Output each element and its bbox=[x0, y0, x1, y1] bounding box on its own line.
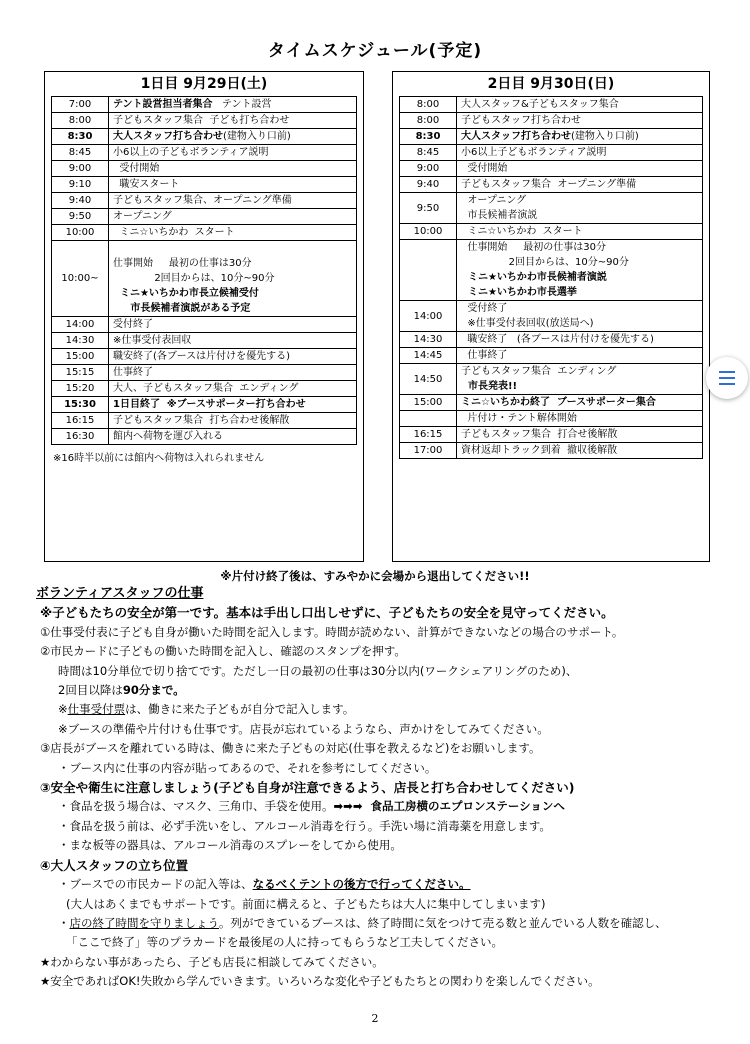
schedule-text: 大人スタッフ打ち合わせ bbox=[113, 131, 223, 142]
schedule-detail-line bbox=[461, 364, 698, 379]
schedule-text: オープニング bbox=[113, 211, 172, 222]
schedule-text: 子どもスタッフ集合、オープニング準備 bbox=[113, 195, 292, 206]
schedule-text: 子どもスタッフ集合 オープニング準備 bbox=[461, 179, 637, 190]
section-text: ③店長がブースを離れている時は、働きに来た子どもの対応(仕事を教えるなど)をお願いします。 bbox=[40, 741, 541, 756]
section-line bbox=[40, 875, 720, 894]
schedule-day1-note: ※16時半以前には館内へ荷物は入れられません bbox=[53, 453, 265, 464]
schedule-text: 大人、子どもスタッフ集合 エンディング bbox=[113, 383, 299, 394]
schedule-detail-line bbox=[461, 270, 698, 285]
schedule-text: ミニ★いちかわ市長立候補受付 bbox=[113, 288, 259, 299]
schedule-time bbox=[400, 240, 457, 301]
schedule-row bbox=[52, 397, 357, 413]
schedule-time: 15:30 bbox=[52, 397, 109, 413]
schedule-row bbox=[400, 177, 703, 193]
schedule-text: オープニング bbox=[461, 195, 527, 206]
exit-notice: ※片付け終了後は、すみやかに会場から退出してください!! bbox=[220, 569, 530, 583]
schedule-detail bbox=[457, 193, 703, 224]
schedule-detail bbox=[109, 413, 357, 429]
schedule-detail-line bbox=[461, 129, 698, 144]
schedule-detail-line bbox=[113, 349, 352, 364]
schedule-detail-line bbox=[461, 161, 698, 176]
schedule-text: ミニ☆いちかわ スタート bbox=[461, 226, 583, 237]
schedule-text: 受付開始 bbox=[461, 163, 508, 174]
section-line bbox=[40, 797, 720, 816]
schedule-time: 8:00 bbox=[400, 97, 457, 113]
schedule-detail-line bbox=[461, 348, 698, 363]
schedule-detail bbox=[109, 429, 357, 445]
schedule-text: ミニ☆いちかわ スタート bbox=[113, 227, 235, 238]
schedule-detail-line bbox=[113, 413, 352, 428]
section-line bbox=[40, 739, 720, 758]
schedule-detail bbox=[457, 395, 703, 411]
section-text: ★安全であればOK!失敗から学んでいきます。いろいろな変化や子どもたちとの関わりを楽しんでください。 bbox=[40, 974, 600, 989]
schedule-time: 14:30 bbox=[400, 332, 457, 348]
schedule-detail-line bbox=[113, 161, 352, 176]
schedule-detail bbox=[109, 129, 357, 145]
section-text: ・ bbox=[58, 915, 70, 930]
schedule-row bbox=[400, 129, 703, 145]
schedule-time: 15:15 bbox=[52, 365, 109, 381]
schedule-row bbox=[400, 395, 703, 411]
schedule-text: テント設営担当者集合 bbox=[113, 99, 213, 110]
schedule-row bbox=[52, 241, 357, 317]
schedule-text: 資材返却トラック到着 撤収後解散 bbox=[461, 445, 618, 456]
schedule-detail bbox=[109, 97, 357, 113]
schedule-detail bbox=[109, 365, 357, 381]
section-text: ※ bbox=[58, 702, 68, 717]
schedule-detail bbox=[109, 225, 357, 241]
schedule-time: 15:00 bbox=[52, 349, 109, 365]
schedule-detail bbox=[457, 240, 703, 301]
schedule-time: 14:30 bbox=[52, 333, 109, 349]
section-text: ・ブース内に仕事の内容が貼ってあるので、それを参考にしてください。 bbox=[58, 760, 437, 775]
schedule-time: 8:00 bbox=[52, 113, 109, 129]
schedule-detail-line bbox=[461, 316, 698, 331]
schedule-detail-line bbox=[461, 97, 698, 112]
schedule-text: 大人スタッフ打ち合わせ bbox=[461, 131, 571, 142]
schedule-row bbox=[400, 332, 703, 348]
schedule-detail bbox=[457, 113, 703, 129]
schedule-detail bbox=[457, 301, 703, 332]
section-line bbox=[40, 817, 720, 836]
schedule-detail bbox=[457, 364, 703, 395]
section-text: 「ここで終了」等のプラカードを最後尾の人に持ってもらうなど工夫してください。 bbox=[66, 935, 503, 950]
schedule-detail-line bbox=[461, 193, 698, 208]
schedule-row bbox=[52, 317, 357, 333]
schedule-detail bbox=[457, 224, 703, 240]
schedule-row bbox=[52, 429, 357, 445]
schedule-detail-line bbox=[461, 301, 698, 316]
section-text: 2回目以降は bbox=[58, 683, 123, 698]
schedule-text: (建物入り口前) bbox=[571, 131, 639, 142]
schedule-detail-line bbox=[461, 113, 698, 128]
schedule-row bbox=[52, 413, 357, 429]
schedule-row bbox=[52, 209, 357, 225]
schedule-time: 15:20 bbox=[52, 381, 109, 397]
schedule-row bbox=[400, 193, 703, 224]
schedule-row bbox=[52, 193, 357, 209]
schedule-time: 9:00 bbox=[52, 161, 109, 177]
schedule-detail-line bbox=[113, 145, 352, 160]
schedule-text: 仕事開始 最初の仕事は30分 bbox=[113, 258, 252, 269]
page-number: 2 bbox=[371, 1012, 379, 1025]
schedule-row bbox=[400, 427, 703, 443]
schedule-text: 市長候補者演説 bbox=[461, 210, 538, 221]
schedule-detail-line bbox=[113, 225, 352, 240]
schedule-row bbox=[52, 113, 357, 129]
schedule-detail-line bbox=[113, 365, 352, 380]
schedule-detail-line bbox=[113, 209, 352, 224]
schedule-day2-header: 2日目 9月30日(日) bbox=[487, 76, 615, 92]
schedule-detail-line bbox=[113, 193, 352, 208]
section-line bbox=[40, 856, 720, 875]
schedule-text: 子どもスタッフ集合 打ち合わせ後解散 bbox=[113, 415, 290, 426]
schedule-text: ※仕事受付表回収 bbox=[113, 335, 192, 346]
schedule-text: 大人スタッフ&子どもスタッフ集合 bbox=[461, 99, 619, 110]
schedule-detail bbox=[109, 333, 357, 349]
schedule-detail bbox=[457, 427, 703, 443]
schedule-row bbox=[52, 365, 357, 381]
schedule-detail-line bbox=[113, 256, 352, 271]
schedule-row bbox=[52, 177, 357, 193]
section-text: ※ブースの準備や片付けも仕事です。店長が忘れているようなら、声かけをしてみてください。 bbox=[58, 721, 549, 736]
schedule-detail bbox=[457, 129, 703, 145]
schedule-time: 16:30 bbox=[52, 429, 109, 445]
schedule-text: 1日目終了 ※ブースサポーター打ち合わせ bbox=[113, 399, 306, 410]
section-text: ➡➡➡ 食品工房横のエプロンステーションへ bbox=[333, 799, 565, 814]
schedule-time: 9:00 bbox=[400, 161, 457, 177]
schedule-detail-line bbox=[461, 240, 698, 255]
schedule-detail-line bbox=[113, 286, 352, 301]
schedule-row bbox=[400, 240, 703, 301]
schedule-text: 子どもスタッフ集合 打合せ後解散 bbox=[461, 429, 618, 440]
schedule-text: 職安終了 (各ブースは片付けを優先する) bbox=[461, 334, 654, 345]
schedule-text: 2回目からは、10分~90分 bbox=[461, 257, 629, 268]
schedule-row bbox=[400, 364, 703, 395]
schedule-time: 8:45 bbox=[52, 145, 109, 161]
schedule-time: 14:00 bbox=[52, 317, 109, 333]
schedule-day2-table bbox=[399, 96, 703, 459]
schedule-text: ミニ☆いちかわ終了 ブースサポーター集合 bbox=[461, 397, 656, 408]
schedule-detail bbox=[109, 317, 357, 333]
schedule-time: 14:45 bbox=[400, 348, 457, 364]
section-line bbox=[40, 642, 720, 661]
schedule-text: 小6以上子どもボランティア説明 bbox=[461, 147, 607, 158]
schedule-detail-line bbox=[113, 177, 352, 192]
schedule-detail bbox=[109, 177, 357, 193]
schedule-row bbox=[400, 113, 703, 129]
schedule-time: 7:00 bbox=[52, 97, 109, 113]
schedule-detail bbox=[457, 97, 703, 113]
schedule-row bbox=[400, 411, 703, 427]
section-text: ・食品を扱う場合は、マスク、三角巾、手袋を使用。 bbox=[58, 799, 334, 814]
schedule-detail bbox=[109, 397, 357, 413]
section-line bbox=[40, 662, 720, 681]
schedule-text: 市長発表!! bbox=[461, 381, 518, 392]
schedule-time: 10:00~ bbox=[52, 241, 109, 317]
section-line bbox=[40, 623, 720, 642]
section-line bbox=[40, 836, 720, 855]
schedule-detail bbox=[109, 145, 357, 161]
schedule-text: ※仕事受付表回収(放送局へ) bbox=[461, 318, 594, 329]
menu-icon bbox=[719, 369, 735, 387]
section-line bbox=[40, 700, 720, 719]
schedule-row bbox=[52, 129, 357, 145]
schedule-text: 2回目からは、10分~90分 bbox=[113, 273, 275, 284]
menu-button[interactable] bbox=[706, 357, 748, 399]
schedule-detail bbox=[457, 161, 703, 177]
section-line bbox=[40, 720, 720, 739]
schedule-detail-line bbox=[461, 224, 698, 239]
schedule-detail bbox=[109, 161, 357, 177]
section-line bbox=[40, 681, 720, 700]
schedule-detail bbox=[109, 113, 357, 129]
schedule-text: (建物入り口前) bbox=[223, 131, 291, 142]
schedule-text: 受付開始 bbox=[113, 163, 160, 174]
schedule-time bbox=[400, 411, 457, 427]
schedule-row bbox=[52, 145, 357, 161]
section-text: (大人はあくまでもサポートです。前面に構えると、子どもたちは大人に集中してしまいます) bbox=[66, 896, 546, 911]
schedule-text: 子どもスタッフ打ち合わせ bbox=[461, 115, 581, 126]
schedule-text: 職安スタート bbox=[113, 179, 180, 190]
schedule-time: 9:50 bbox=[52, 209, 109, 225]
schedule-day1-table bbox=[51, 96, 357, 445]
schedule-detail-line bbox=[113, 97, 352, 112]
schedule-detail bbox=[109, 381, 357, 397]
schedule-row bbox=[400, 97, 703, 113]
schedule-detail bbox=[109, 209, 357, 225]
section-text: 店の終了時間を守りましょう bbox=[69, 915, 219, 930]
schedule-detail bbox=[109, 193, 357, 209]
schedule-text: 仕事終了 bbox=[461, 350, 508, 361]
schedule-detail-line bbox=[113, 113, 352, 128]
schedule-text: 市長候補者演説がある予定 bbox=[113, 303, 251, 314]
schedule-row bbox=[52, 97, 357, 113]
schedule-day1 bbox=[44, 71, 364, 562]
schedule-row bbox=[400, 224, 703, 240]
schedule-text: 仕事開始 最初の仕事は30分 bbox=[461, 242, 606, 253]
schedule-text: 職安終了(各ブースは片付けを優先する) bbox=[113, 351, 291, 362]
schedule-detail-line bbox=[113, 381, 352, 396]
schedule-detail-line bbox=[113, 129, 352, 144]
schedule-time: 8:45 bbox=[400, 145, 457, 161]
schedule-time: 9:40 bbox=[52, 193, 109, 209]
section-text: は、働きに来た子どもが自分で記入します。 bbox=[125, 702, 355, 717]
section-line bbox=[40, 759, 720, 778]
schedule-time: 10:00 bbox=[52, 225, 109, 241]
schedule-text: 小6以上の子どもボランティア説明 bbox=[113, 147, 269, 158]
schedule-time: 14:00 bbox=[400, 301, 457, 332]
section-text: 仕事受付票 bbox=[67, 702, 126, 717]
schedule-time: 17:00 bbox=[400, 443, 457, 459]
schedule-time: 9:50 bbox=[400, 193, 457, 224]
schedule-row bbox=[52, 161, 357, 177]
schedule-time: 9:10 bbox=[52, 177, 109, 193]
schedule-detail-line bbox=[461, 427, 698, 442]
schedule-row bbox=[400, 348, 703, 364]
section-text: ★わからない事があったら、子ども店長に相談してみてください。 bbox=[40, 954, 384, 969]
section-text: ②市民カードに子どもの働いた時間を記入し、確認のスタンプを押す。 bbox=[40, 644, 406, 659]
schedule-text: テント設営 bbox=[212, 99, 272, 110]
schedule-row bbox=[52, 381, 357, 397]
schedule-time: 16:15 bbox=[400, 427, 457, 443]
schedule-detail bbox=[109, 349, 357, 365]
schedule-text: 受付終了 bbox=[113, 319, 153, 330]
schedule-detail-line bbox=[461, 177, 698, 192]
schedule-row bbox=[400, 145, 703, 161]
schedule-text: 仕事終了 bbox=[113, 367, 153, 378]
schedule-detail-line bbox=[113, 333, 352, 348]
section-text: ※子どもたちの安全が第一です。基本は手出し口出しせずに、子どもたちの安全を見守ってください。 bbox=[40, 605, 614, 621]
schedule-time: 8:30 bbox=[52, 129, 109, 145]
section-text: ・ブースでの市民カードの記入等は、 bbox=[58, 877, 253, 892]
schedule-detail-line bbox=[461, 332, 698, 347]
schedule-day1-header: 1日目 9月29日(土) bbox=[140, 76, 268, 92]
schedule-text: 片付け・テント解体開始 bbox=[461, 413, 577, 424]
schedule-detail-line bbox=[113, 429, 352, 444]
section-text: ・食品を扱う前は、必ず手洗いをし、アルコール消毒を行う。手洗い場に消毒薬を用意します。 bbox=[58, 818, 551, 833]
schedule-row bbox=[400, 161, 703, 177]
section-text: ③安全や衛生に注意しましょう(子ども自身が注意できるよう、店長と打ち合わせしてください) bbox=[40, 780, 575, 796]
schedule-text bbox=[113, 243, 116, 254]
schedule-detail bbox=[109, 241, 357, 317]
section-line bbox=[40, 953, 720, 972]
section-text: ①仕事受付表に子ども自身が働いた時間を記入します。時間が読めない、計算ができないなどの場合のサポート。 bbox=[40, 624, 624, 639]
section-line bbox=[40, 603, 720, 622]
section-text: 。列ができているブースは、終了時間に気をつけて売る数と並んでいる人数を確認し、 bbox=[219, 915, 667, 930]
schedule-time: 8:00 bbox=[400, 113, 457, 129]
section-line bbox=[40, 778, 720, 797]
schedule-time: 8:30 bbox=[400, 129, 457, 145]
volunteer-section bbox=[36, 584, 720, 992]
schedule-detail-line bbox=[113, 301, 352, 316]
schedule-detail-line bbox=[461, 285, 698, 300]
schedule-detail bbox=[457, 348, 703, 364]
schedule-day2 bbox=[392, 71, 710, 562]
section-text: なるべくテントの後方で行ってください。 bbox=[252, 877, 471, 892]
schedule-row bbox=[52, 225, 357, 241]
schedule-time: 10:00 bbox=[400, 224, 457, 240]
section-text: 90分まで。 bbox=[122, 683, 185, 698]
schedule-detail-line bbox=[461, 145, 698, 160]
schedule-time: 14:50 bbox=[400, 364, 457, 395]
schedule-detail-line bbox=[461, 395, 698, 410]
section-line bbox=[40, 972, 720, 991]
schedule-detail bbox=[457, 332, 703, 348]
section-text: 時間は10分単位で切り捨てです。ただし一日の最初の仕事は30分以内(ワークシェアリングのため)、 bbox=[58, 663, 578, 678]
schedule-detail bbox=[457, 177, 703, 193]
section-line bbox=[40, 914, 720, 933]
schedule-text: 受付終了 bbox=[461, 303, 508, 314]
schedule-time: 16:15 bbox=[52, 413, 109, 429]
schedule-detail-line bbox=[113, 241, 352, 256]
schedule-time: 15:00 bbox=[400, 395, 457, 411]
section-line bbox=[40, 933, 720, 952]
section-text: ④大人スタッフの立ち位置 bbox=[40, 857, 189, 873]
schedule-row bbox=[52, 349, 357, 365]
schedule-detail-line bbox=[461, 255, 698, 270]
schedule-text: ミニ★いちかわ市長選挙 bbox=[461, 287, 577, 298]
schedule-text: 子どもスタッフ集合 エンディング bbox=[461, 366, 617, 377]
schedule-row bbox=[400, 443, 703, 459]
schedule-detail-line bbox=[461, 411, 698, 426]
schedule-detail-line bbox=[113, 271, 352, 286]
section-heading: ボランティアスタッフの仕事 bbox=[36, 586, 204, 601]
schedule-detail-line bbox=[113, 317, 352, 332]
schedule-row bbox=[400, 301, 703, 332]
schedule-detail bbox=[457, 411, 703, 427]
schedule-detail bbox=[457, 443, 703, 459]
schedule-detail-line bbox=[461, 208, 698, 223]
schedule-detail bbox=[457, 145, 703, 161]
schedule-row bbox=[52, 333, 357, 349]
schedule-detail-line bbox=[461, 443, 698, 458]
schedule-detail-line bbox=[461, 379, 698, 394]
page-title: タイムスケジュール(予定) bbox=[267, 41, 483, 61]
schedule-text: 館内へ荷物を運び入れる bbox=[113, 431, 223, 442]
schedule-text: ミニ★いちかわ市長候補者演説 bbox=[461, 272, 607, 283]
schedule-text: 子どもスタッフ集合 子ども打ち合わせ bbox=[113, 115, 290, 126]
section-line bbox=[40, 895, 720, 914]
section-text: ・まな板等の器具は、アルコール消毒のスプレーをしてから使用。 bbox=[58, 838, 402, 853]
schedule-time: 9:40 bbox=[400, 177, 457, 193]
schedule-detail-line bbox=[113, 397, 352, 412]
